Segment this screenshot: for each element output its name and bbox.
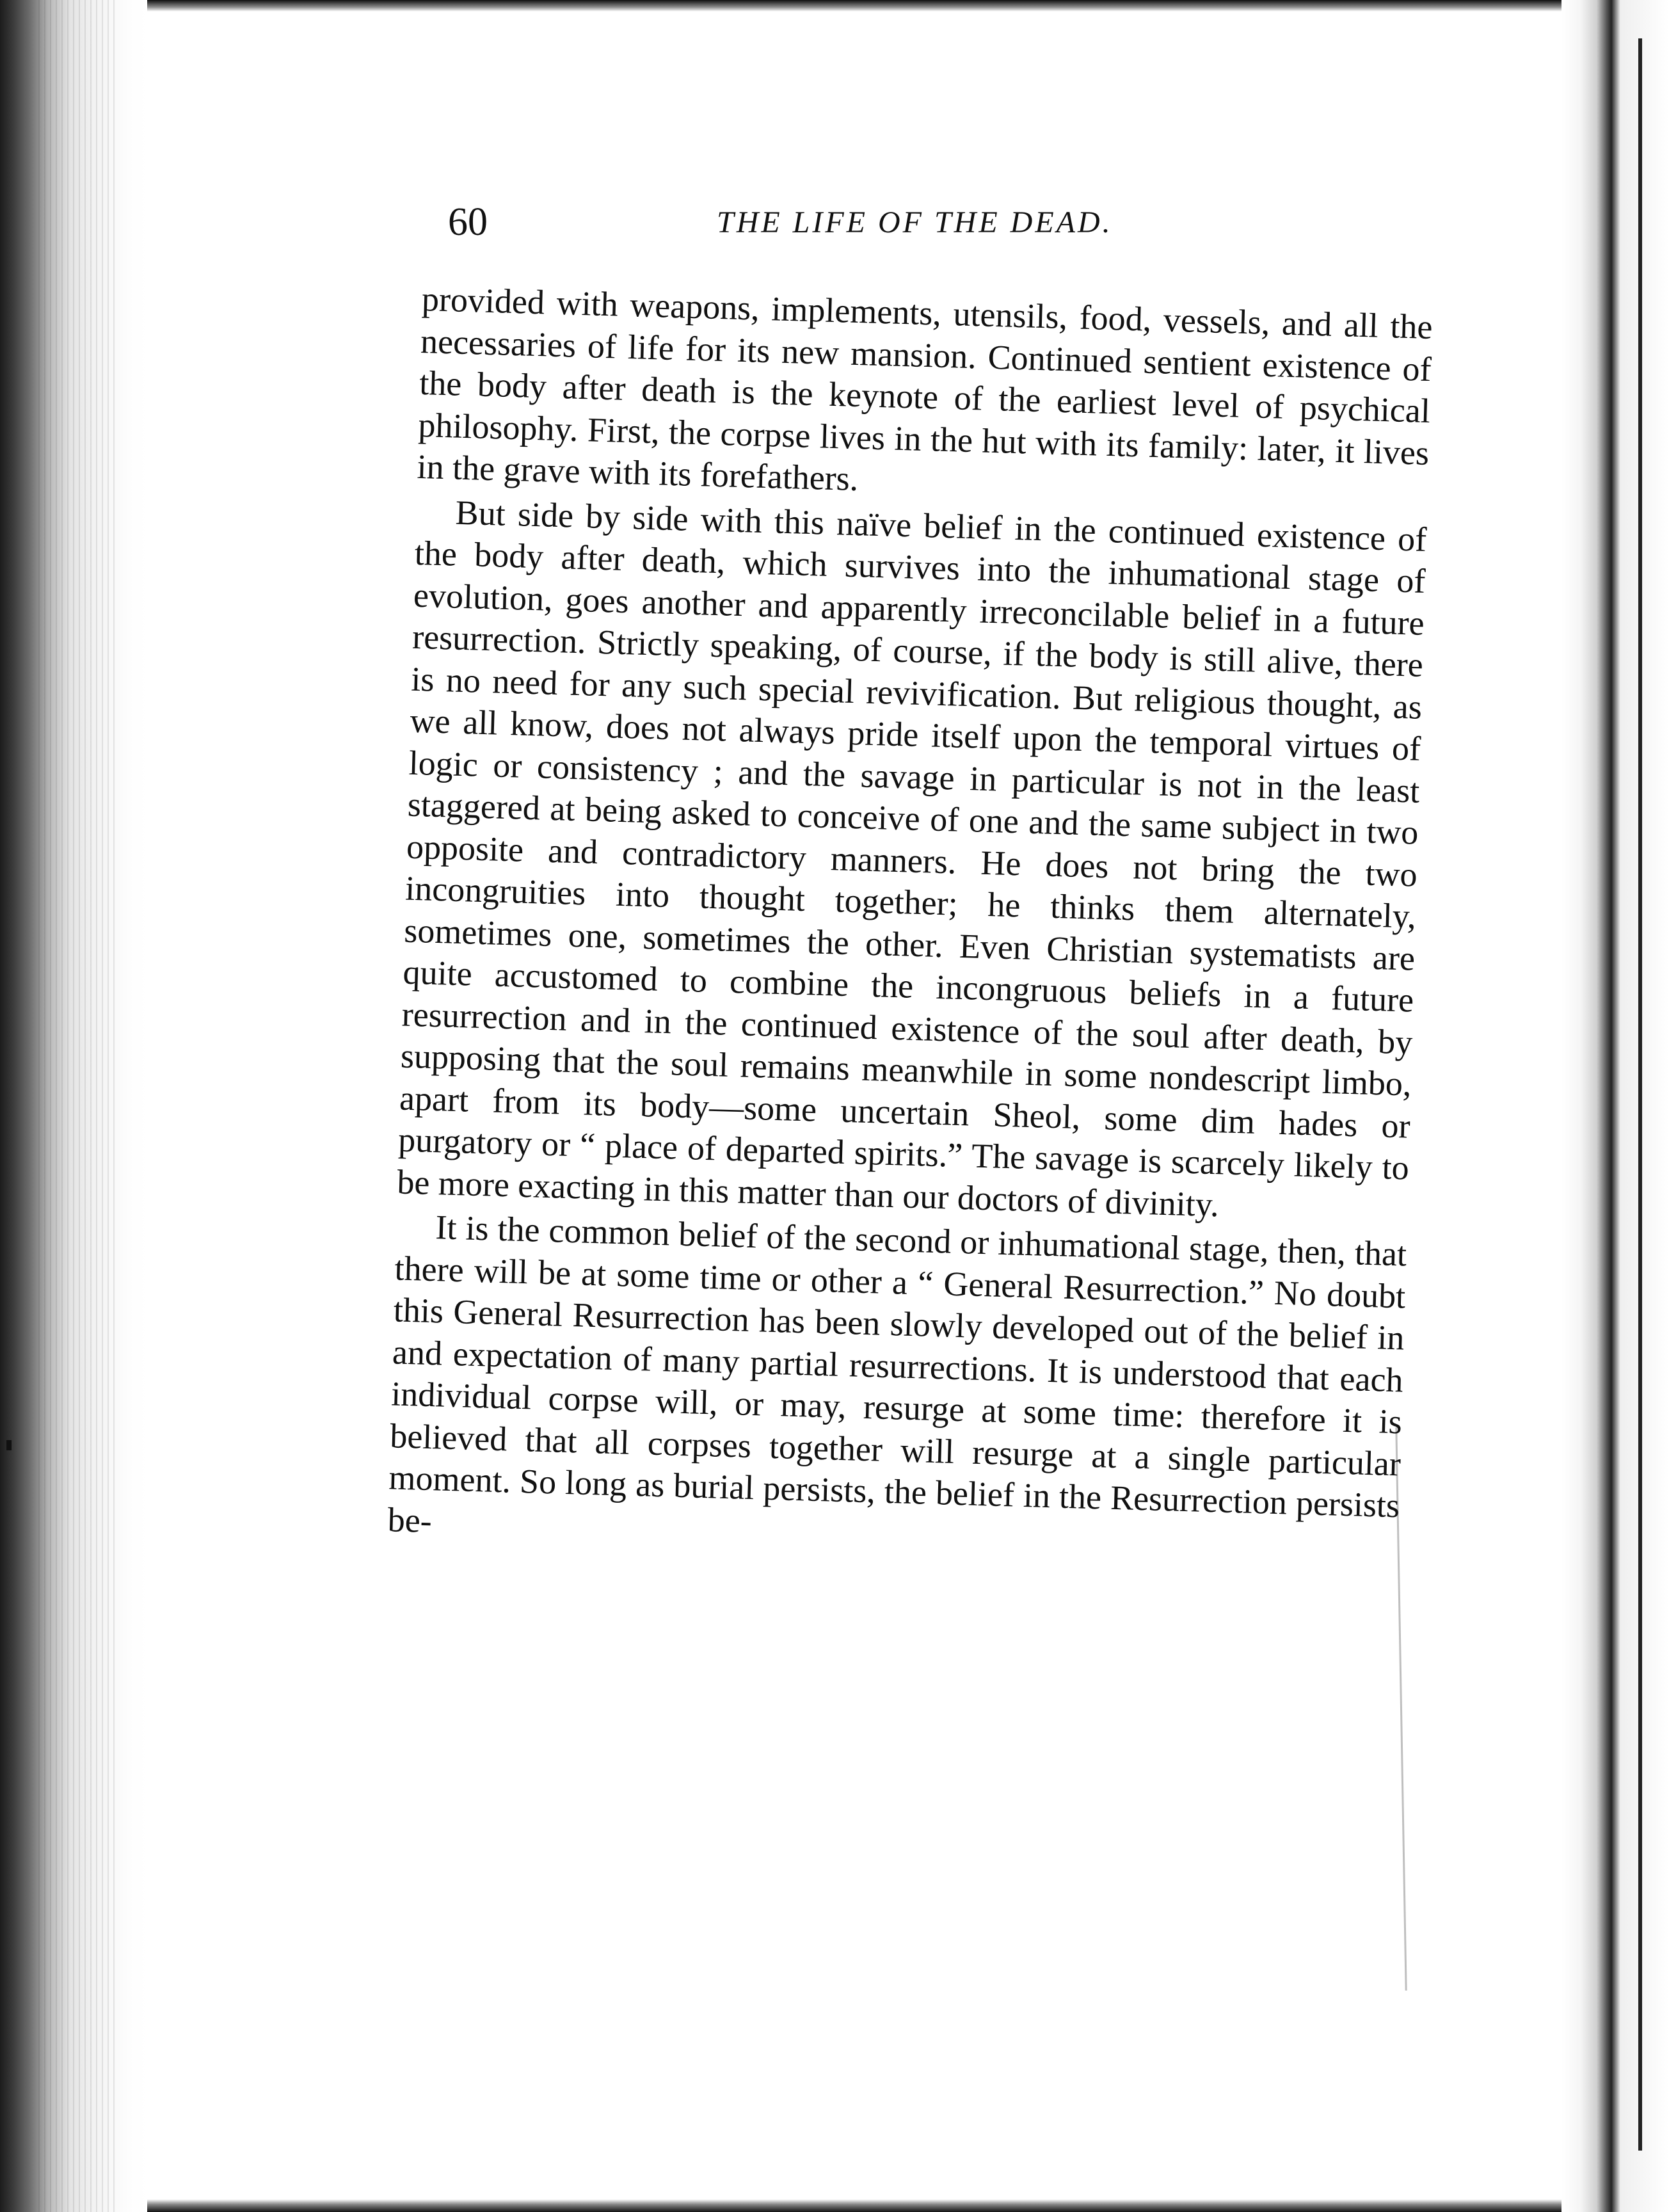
running-title: THE LIFE OF THE DEAD. <box>717 205 1113 239</box>
scan-border-right <box>1638 38 1642 2151</box>
book-gutter-right <box>1561 0 1669 2212</box>
body-text <box>387 278 1433 1569</box>
page-stack-edges <box>38 0 115 2212</box>
scan-border-top <box>147 0 1561 12</box>
scan-speck <box>6 1440 12 1450</box>
paragraph-3: It is the common belief of the second or inhumational stage, then, that there will be at some time or other a “ General Resurrection.” No doubt this General Resurrection has been slowly developed out of the belief in and expectation of many partial resurrections. It is understood that each individual corpse will, or may, resurge at some time: therefore it is believed that all corpses together will resurge at a single particular moment. So long as burial persists, the belief in the Resurrection persists be- <box>387 1208 1407 1540</box>
paragraph-2: But side by side with this naïve belief in the continued existence of the body after death, which survives into the inhumational stage of evolution, goes another and apparently irreconcilable belief in a future resurrection. Strictly speaking, of course, if the body is still alive, there is no need for any such special revivification. But religious thought, as we all know, does not always pride itself upon the temporal virtues of logic or consistency ; and the savage in particular is not in the least staggered at being asked to conceive of one and the same subject in two opposite and contradictory manners. He does not bring the two incongruities into thought together; he thinks them alternately, sometimes one, sometimes the other. Even Christian systematists are quite accustomed to combine the incongruous beliefs in a future resurrection and in the continued existence of the soul after death, by supposing that the soul remains meanwhile in some nondescript limbo, apart from its body—some uncertain Sheol, some dim hades or purgatory or “ place of departed spirits.” The savage is scarcely likely to be more exacting in this matter than our doctors of divinity. <box>396 493 1428 1224</box>
paragraph-1: provided with weapons, implements, utensils, food, vessels, and all the necessaries of life for its new mansion. Continued sentient existence of the body after death is the keynote of the earliest level of psychical philosophy. First, the corpse lives in the hut with its family: later, it lives in the grave with its forefathers. <box>416 279 1433 499</box>
scan-border-bottom <box>147 2199 1561 2212</box>
page-number: 60 <box>448 200 488 244</box>
page-header <box>448 200 1408 257</box>
